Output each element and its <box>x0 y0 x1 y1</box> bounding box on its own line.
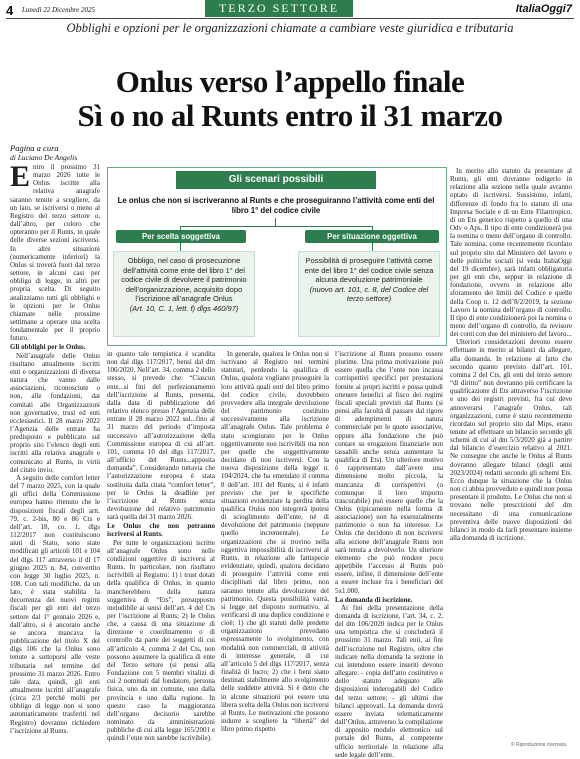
col1-intro: ntro il prossimo 31 marzo 2026 tutte le Onlus iscritte alla relativa anagrafe saranno tenute a scegliere, da un lato, se iscriversi o meno al Registro del terzo settore o, dall’altro, per coloro che opteranno per il Runts, in quale delle diverse sezioni iscriversi. In altre situazioni (numericamente inferiori) la Onlus si troverà fuori dal terzo settore, in alcuni casi per obbligo di legge, in altri per propria scelta. Di seguito analizziamo tutti gli obblighi e le opzioni per le Onlus chiamate nelle prossime settimane a operare una scelta fondamentale per il proprio futuro. <box>10 163 100 343</box>
connector-line <box>180 226 373 227</box>
article-title-line1: Onlus verso l’appello finale <box>115 64 465 99</box>
scenario-right-card <box>298 251 440 337</box>
col3-paragraph: In generale, qualora le Onlus non si iscrivano al Registro nei termini statutari, perdendo la qualifica di Onlus, qualora vogliano proseguire la loro attività quali enti del libro primo del codice civile, dovrebbero provvedere alla integrale devoluzione del patrimonio costituito successivamente alla iscrizione all’anagrafe Onlus. Tale problema è stato scongiurato per le Onlus oggettivamente non iscrivibili ma non per quelle che soggettivamente decidano di non iscriversi. Con la nuova disposizione della legge n. 104/2024, che ha emendato il comma 8 dell’art. 101 del Runts, si è infatti previsto che per le specifiche situazioni evidenziate la perdita della qualifica Onlus non integrerà ipotesi di scioglimento dell’ente, né di devoluzione del patrimonio (neppure quello incrementale). Le organizzazioni che si trovino nella oggettiva impossibilità di iscriversi al Runts, in relazione alle fattispecie evidenziate, quindi, qualora decidano di proseguire l’attività come enti disciplinati dal libro primo, non saranno tenute alla devoluzione del patrimonio. Questa possibilità varrà, si legge nel disposto normativo, al verificarsi di una duplice condizione e cioè: 1) che gli statuti delle predette organizzazioni prevedano espressamente lo svolgimento, con modalità non commerciali, di attività di interesse generale, di cui all’articolo 5 del dlgs 117/2017, senza finalità di lucro; 2) che i beni siano destinati stabilmente allo svolgimento delle suddette attività. Si è detto che in alcune situazioni poi essere una libera scelta della Onlus non iscriversi al Runts. Le motivazioni che possono indurre a scegliere la “libertà” del libro primo rispetto <box>221 350 329 734</box>
drop-cap: E <box>10 160 31 193</box>
connector-line <box>180 243 181 251</box>
copyright-note: © Riproduzione riservata <box>510 742 566 748</box>
col5-paragraph-1: In merito allo statuto da presentare al Runts, gli enti dovranno redigerlo in relazione alla sezione nella quale avranno optato di iscriversi. Sussistono, infatti, differenze di fondo fra lo statuto di una Impresa Sociale e di un Ente Filantropico, di un Ets generico rispetto a quello di una Odv o Aps. Il tipo di ente condizionerà poi la nomina o meno dell’organo di controllo. Tale nomina, come recentemente ricordato sul proprio sito dal Ministero del lavoro e delle politiche sociali (si veda ItaliaOggi del 19 dicembre), sarà infatti obbligatoria per gli enti che, seppur in relazione di fondazione, ovvero in relazione allo sforamento dei limiti del Codice e quelle della Coop n. 12 dell’8/2/2019, la sezione Lavoro la nomina dell’organo di controllo. Il tipo di ente condizionerà poi la nomina o meno dell’organo di controllo, da revisore dei conti con due del ministero del lavoro... <box>450 167 572 339</box>
col4-subheading: La domanda di iscrizione. <box>335 595 413 604</box>
scenarios-box-title: Gli scenari possibili <box>176 171 376 189</box>
scenario-right-text: Possibilità di proseguire l’attività come ente del libro 1° del codice civile senza alcuna devoluzione patrimoniale <box>304 256 434 284</box>
scenario-left-label: Per scelta soggettiva <box>116 230 246 243</box>
article-kicker: Obblighi e opzioni per le organizzazioni chiamate a cambiare veste giuridica e tributaria <box>66 21 514 35</box>
scenario-right-ref: (nuovo art. 101, c. 8, del Codice del terzo settore) <box>309 284 429 303</box>
header-rule <box>6 18 574 19</box>
issue-date: Lunedì 22 Dicembre 2025 <box>22 6 96 14</box>
scenarios-box-intro: Le onlus che non si iscriveranno al Runts e che proseguiranno l’attività come enti del libro 1° del codice civile <box>117 196 435 215</box>
connector-line <box>275 218 276 226</box>
col1-subheading: Gli obblighi per le Onlus. <box>10 343 86 352</box>
byline: di Luciano De Angelis <box>10 153 78 162</box>
article-column-2 <box>107 350 215 743</box>
section-title: TERZO SETTORE <box>205 0 353 17</box>
col2-paragraph-1: in quanto tale tempistica è scandita non dal dlgs 117/2017, bensì dal dm 106/2020. Nell’art. 34, comma 2 dello stesso, si prevede che: “Ciascun ente...si fini del perfezionamento dell’iscrizione al Runts, presenta, dalla data di pubblicazione del relativo elenco presso l’Agenzia delle entrate il 28 marzo 2022 sul...fino al 31 marzo del periodo d’imposta successivo all’autorizzazione della Commissione europea di cui all’art. 101, comma 10 del dlgs 117/2017, all’ufficio del Runts...apposita domanda”. Considerando tuttavia che l’autorizzazione europea è stata sostituita dalla citata “comfort letter”, per le Onlus la deadline per l’iscrizione al Runts senza devoluzione del relativo patrimonio sarà quella del 31 marzo 2026. <box>107 350 215 522</box>
col4-paragraph-1: l’iscrizione al Runts possono essere plurime. Una prima motivazione può essere quella che l’ente non incassa corrispettivi specifici per prestazioni fornite ai propri iscritti e possa quindi ottenere benefici al fisco dei regimi fiscali speciali previsti dal Runts (si pensi alla facoltà di passare dal rigore di adempimenti di natura commerciale per le quote associative, oppure alla fondazione che può contare su erogazioni finanziarie non tassabili anche senza aumentare la qualifica di Ets). Un ulteriore motivo è rappresentato dall’avere una dimensione molto piccola, la mancanza di corrispettivi (o comunque il loro importo trascurabile) può essere quelle che la Onlus (tipicamente nella forma di associazione) non ha essenzialmente patrimonio o non ha interesse. Le Onlus che decidono di non iscriversi alla sezione dell’anagrafe Runts non sarà tenuta a devolverlo. Un ulteriore elemento che può rendere poco appetibile l’accesso al Runts può essere, infine, il dimensione dell’ente a essere incluse fra i beneficiari del 5x1.000. <box>335 350 443 595</box>
article-column-5 <box>450 167 572 737</box>
scenario-left-text: Obbligo, nel caso di prosecuzione dell’attività come ente del libro 1° del codice civile di devolvere il patrimonio dell’organizzazione, acquisito dopo l’iscrizione all’anagrafe Onlus <box>121 256 247 303</box>
col1-paragraph-3: A seguito delle comfort letter del 7 marzo 2025, con la quale gli uffici della Commissione europea hanno ritenuto che le disposizioni fiscali degli artt. 79, c. 2-bis, 80 e 86 Cts e dell’art. 18, co. 1, dlgs 112/2017 non costituiscono aiuti di Stato, sono state modificati gli articoli 101 e 104 del dlgs 117 attraverso il dl 17 giugno 2025 n. 84, convertito con legge 30 luglio 2025, n. 108. Con tali modifiche, da un lato, è stata stabilita la decorrenza dei nuovi regimi fiscali per gli enti del terzo settore dal 1° gennaio 2026 e, dall’altro, si è ancorato anche se ancora mancava la pubblicazione del titolo X del dlgs 106 che la Onlus sono tenute a sottoporsi alle veste tributaria nel termine del prossimo 31 marzo 2026. Entro tale data, quindi, gli enti attualmente iscritti all’anagrafe (circa 2/3 perché molti per obbligo di legge non si sono automaticamente trasferiti nel Registro) dovranno richiedere l’iscrizione al Runts. <box>10 473 100 735</box>
scenario-left-ref: (Art. 10, C. 1, lett. f) dlgs 460/97) <box>129 303 239 313</box>
col5-paragraph-2: Ulteriori considerazioni devono essere effettuate in merito ai bilanci da allegare, alla domanda. In relazione al fatto che secondo quanto previsto dall’art. 101, comma 2 del Cts, gli enti del terzo settore “di diritto” non dovranno più certificare la qualificazione di Ets attraverso l’iscrizione e uno dei registri previsti, fra cui deve annoverarsi l’anagrafe Onlus, tali organizzazioni, come è stato recentemente ricordato sul proprio sito dal Mips, erano tenute ad effettuare un bilancio secondo gli schemi di cui al dm 5/3/2020 già a partire dal bilancio d’esercizio relativo al 2021. Ne consegue che anche le Onlus al Runts dovranno allegare bilanci (degli anni 2023/2024) redatti secondo gli schemi Ets. Ecco dunque la situazione che la Onlus non ci abbia provveduto e quindi non possa presentare il prodotto. Le Onlus che non si trovano nelle prescrizioni del dm necessitano di una comunicazione preventiva delle nuove disposizioni dei bilanci in modo da farli presentare insieme alla domanda di iscrizione. <box>450 338 572 543</box>
connector-line <box>372 243 373 251</box>
scenario-left-card <box>113 251 255 337</box>
scenario-right-label: Per situazione oggettiva <box>305 230 439 243</box>
brand-logo: ItaliaOggi7 <box>515 3 572 15</box>
article-column-4 <box>335 350 443 759</box>
article-column-3 <box>221 350 329 743</box>
col2-subheading: Le Onlus che non potranno iscriversi al Runts. <box>107 522 215 539</box>
col2-paragraph-2: Per tutte le organizzazioni iscritte all’anagrafe Onlus sono nelle condizioni oggettive di iscriversi al Runts. In particolare, non risultano iscrivibili al Registro: 1) i trust dotati della qualifica di Onlus, in quanto mancherebbero della natura soggettiva di “Ets”, presupposto ineludibile ai sensi dell’art. 4 del Cts per l’iscrizione al Runts; 2) le Onlus che, a causa di una situazione di direzione e coordinamento o di controllo da parte dei soggetti di cui all’articolo 4, comma 2 del Cts, non possono assumere la qualifica di ente del Terzo settore (si pensi alla Fondazione con 5 membri vitalizi di cui 2 nominati dal fondatore, persona fisica, uno da un comune, uno dalla provincia e uno dalla regione. In questo caso la maggioranza dell’organo decisorio sarebbe nominato da amministrazioni pubbliche di cui alla legge 165/2001 e quindi l’ente non sarebbe iscrivibile). <box>107 538 215 743</box>
col4-paragraph-2: Ai fini della presentazione della domanda di iscrizione, l’art. 34, c. 2, del dm 106/2020 indica per le Onlus una tempistica che si concluderà il prossimo 31 marzo. Tali enti, ai fini dell’iscrizione nel Registro, oltre che indicare nella domanda la sezione in cui intendono essere inseriti devono allegare: - copia dell’atto costitutivo e dello statuto adeguato alle disposizioni inderogabili del Codice del terzo settore; - gli ultimi due bilanci approvati. La domanda dovrà essere inviata telematicamente dall’Onlus, attraverso la compilazione di apposito modulo elettronico sul portale del Runts, al competente ufficio territoriale in relazione alla sede legale dell’ente. <box>335 603 443 759</box>
col1-paragraph-2: Nell’anagrafe delle Onlus risultano attualmente iscritti enti e organizzazioni di diversa natura che vanno dalle associazioni, riconosciute o non, alle fondazioni, dai comitati alle Organizzazioni non governative, trust ed enti ecclesiastici. Il 28 marzo 2022 l’Agenzia delle entrate ha predisposto e pubblicato sul proprio sito l’elenco degli enti iscritti alla relativa anagrafe e comunicato al Runts, in virtù del citato invio. <box>10 351 100 474</box>
page-number: 4 <box>6 3 14 18</box>
article-column-1 <box>10 160 100 743</box>
article-title-line2: Sì o no al Runts entro il 31 marzo <box>77 98 503 133</box>
page-ref: Pagina a cura <box>10 143 59 153</box>
